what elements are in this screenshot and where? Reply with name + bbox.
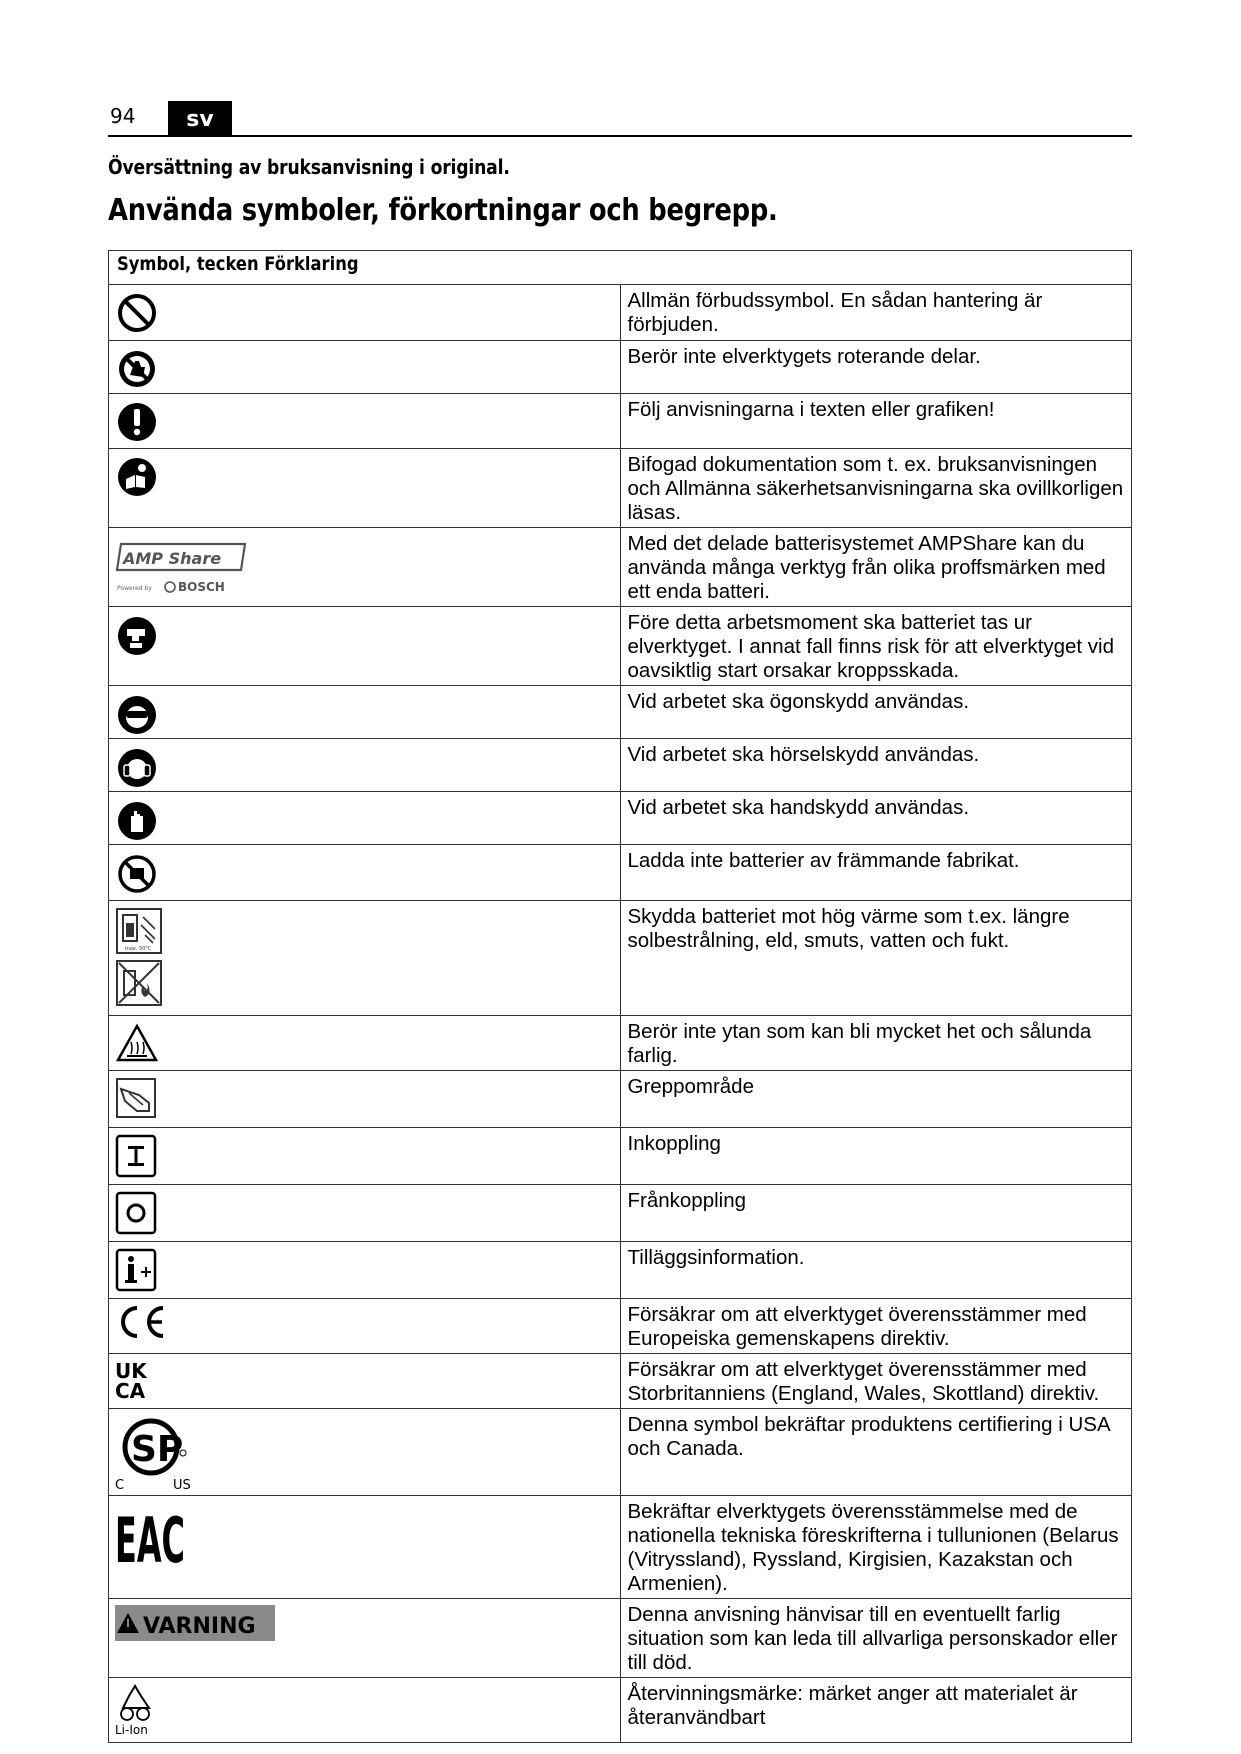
- prohibition-icon: [115, 289, 159, 333]
- hand-protection-icon: [115, 796, 159, 840]
- explanation-cell: Allmän förbudssymbol. En sådan hantering är förbjuden.: [620, 285, 1132, 341]
- exclamation-icon: [115, 398, 159, 442]
- explanation-cell: Vid arbetet ska hörselskydd användas.: [620, 739, 1132, 792]
- table-header-row: [109, 251, 1132, 285]
- explanation-cell: Ladda inte batterier av främmande fabrikat.: [620, 845, 1132, 901]
- symbol-cell: [109, 1354, 621, 1409]
- symbol-cell: [109, 1071, 621, 1128]
- table-row: [109, 1496, 1132, 1599]
- table-row: [109, 1599, 1132, 1678]
- switch-off-icon: [115, 1189, 159, 1235]
- symbol-cell: [109, 739, 621, 792]
- symbol-cell: [109, 1128, 621, 1185]
- eye-protection-icon: [115, 690, 159, 734]
- symbol-cell: [109, 394, 621, 449]
- csa-mark-icon: [115, 1413, 205, 1491]
- explanation-cell: Skydda batteriet mot hög värme som t.ex. längre solbestrålning, eld, smuts, vatten och fukt.: [620, 901, 1132, 1016]
- svg-text:BOSCH: BOSCH: [178, 580, 225, 594]
- explanation-cell: Vid arbetet ska ögonskydd användas.: [620, 686, 1132, 739]
- table-row: [109, 341, 1132, 394]
- table-row: [109, 528, 1132, 607]
- table-row: [109, 1242, 1132, 1299]
- table-row: [109, 739, 1132, 792]
- svg-text:SP: SP: [131, 1429, 184, 1470]
- explanation-cell: Följ anvisningarna i texten eller grafiken!: [620, 394, 1132, 449]
- symbol-cell: [109, 792, 621, 845]
- symbol-cell: [109, 607, 621, 686]
- symbol-cell: [109, 901, 621, 1016]
- svg-text:max. 50°C: max. 50°C: [125, 946, 152, 952]
- explanation-cell: Vid arbetet ska handskydd användas.: [620, 792, 1132, 845]
- svg-text:US: US: [173, 1478, 191, 1493]
- symbol-cell: [109, 686, 621, 739]
- symbol-cell: [109, 1185, 621, 1242]
- symbol-table: [108, 250, 1132, 1743]
- ukca-mark-icon: [115, 1358, 155, 1402]
- symbol-cell: [109, 1409, 621, 1496]
- table-row: [109, 394, 1132, 449]
- svg-text:Li-Ion: Li-Ion: [115, 1723, 148, 1737]
- warning-label-icon: [115, 1603, 275, 1643]
- explanation-cell: Återvinningsmärke: märket anger att materialet är återanvändbart: [620, 1678, 1132, 1743]
- section-title: Använda symboler, förkortningar och begrepp.: [108, 193, 778, 228]
- explanation-cell: Före detta arbetsmoment ska batteriet tas ur elverktyget. I annat fall finns risk för att elverktyget vid oavsiktlig start orsakar kroppsskada.: [620, 607, 1132, 686]
- switch-on-icon: [115, 1132, 159, 1178]
- info-plus-icon: [115, 1246, 159, 1292]
- explanation-cell: Denna anvisning hänvisar till en eventuellt farlig situation som kan leda till allvarliga personskador eller till död.: [620, 1599, 1132, 1678]
- read-manual-icon: [115, 453, 159, 497]
- table-row: [109, 449, 1132, 528]
- svg-text:AMP Share: AMP Share: [123, 549, 222, 568]
- ear-protection-icon: [115, 743, 159, 787]
- explanation-cell: Försäkrar om att elverktyget överensstämmer med Europeiska gemenskapens direktiv.: [620, 1299, 1132, 1354]
- page-number: 94: [110, 104, 136, 128]
- header-rule: [108, 135, 1132, 137]
- svg-text:C: C: [115, 1478, 125, 1493]
- explanation-cell: Bifogad dokumentation som t. ex. bruksanvisningen och Allmänna säkerhetsanvisningarna ska ovillkorligen läsas.: [620, 449, 1132, 528]
- column-header: Symbol, tecken Förklaring: [109, 251, 1132, 285]
- explanation-cell: Denna symbol bekräftar produktens certifiering i USA och Canada.: [620, 1409, 1132, 1496]
- symbol-cell: [109, 845, 621, 901]
- symbol-cell: [109, 449, 621, 528]
- svg-text:VARNING: VARNING: [143, 1614, 256, 1639]
- table-row: [109, 845, 1132, 901]
- svg-text:Powered by: Powered by: [117, 585, 152, 592]
- table-row: [109, 1409, 1132, 1496]
- table-row: [109, 1016, 1132, 1071]
- table-row: [109, 1299, 1132, 1354]
- recycling-icon: [115, 1682, 165, 1738]
- language-tab: sv: [168, 101, 232, 136]
- table-row: [109, 285, 1132, 341]
- explanation-cell: Inkoppling: [620, 1128, 1132, 1185]
- table-row: [109, 792, 1132, 845]
- explanation-cell: Med det delade batterisystemet AMPShare kan du använda många verktyg från olika proffsmärken med ett enda batteri.: [620, 528, 1132, 607]
- battery-heat-water-icon: [115, 905, 167, 1009]
- symbol-cell: [109, 1016, 621, 1071]
- table-row: [109, 1185, 1132, 1242]
- grip-area-icon: [115, 1075, 159, 1121]
- explanation-cell: Försäkrar om att elverktyget överensstämmer med Storbritanniens (England, Wales, Skottland) direktiv.: [620, 1354, 1132, 1409]
- ce-mark-icon: [115, 1303, 175, 1341]
- symbol-cell: [109, 1678, 621, 1743]
- svg-text:CA: CA: [115, 1379, 146, 1403]
- explanation-cell: Greppområde: [620, 1071, 1132, 1128]
- document-subtitle: Översättning av bruksanvisning i original.: [108, 155, 510, 179]
- explanation-cell: Berör inte elverktygets roterande delar.: [620, 341, 1132, 394]
- remove-battery-icon: [115, 611, 159, 655]
- table-row: [109, 1354, 1132, 1409]
- table-row: [109, 686, 1132, 739]
- svg-text:EAC: EAC: [115, 1504, 185, 1577]
- explanation-cell: Berör inte ytan som kan bli mycket het och sålunda farlig.: [620, 1016, 1132, 1071]
- symbol-cell: [109, 1242, 621, 1299]
- symbol-cell: [109, 341, 621, 394]
- eac-mark-icon: [115, 1500, 195, 1577]
- explanation-cell: Bekräftar elverktygets överensstämmelse med de nationella tekniska föreskrifterna i tullunionen (Belarus (Vitryssland), Ryssland, Kirgisien, Kazakstan och Armenien).: [620, 1496, 1132, 1599]
- hot-surface-icon: [115, 1020, 159, 1064]
- svg-text:UK: UK: [115, 1359, 147, 1383]
- explanation-cell: Tilläggsinformation.: [620, 1242, 1132, 1299]
- table-row: [109, 1128, 1132, 1185]
- symbol-cell: [109, 1599, 621, 1678]
- symbol-cell: [109, 528, 621, 607]
- explanation-cell: Frånkoppling: [620, 1185, 1132, 1242]
- table-row: [109, 1071, 1132, 1128]
- symbol-cell: [109, 1496, 621, 1599]
- no-touch-rotating-icon: [115, 345, 159, 389]
- table-row: [109, 607, 1132, 686]
- table-row: [109, 1678, 1132, 1743]
- symbol-cell: [109, 285, 621, 341]
- ampshare-logo: [115, 532, 255, 596]
- table-row: [109, 901, 1132, 1016]
- symbol-cell: [109, 1299, 621, 1354]
- no-foreign-battery-icon: [115, 849, 159, 893]
